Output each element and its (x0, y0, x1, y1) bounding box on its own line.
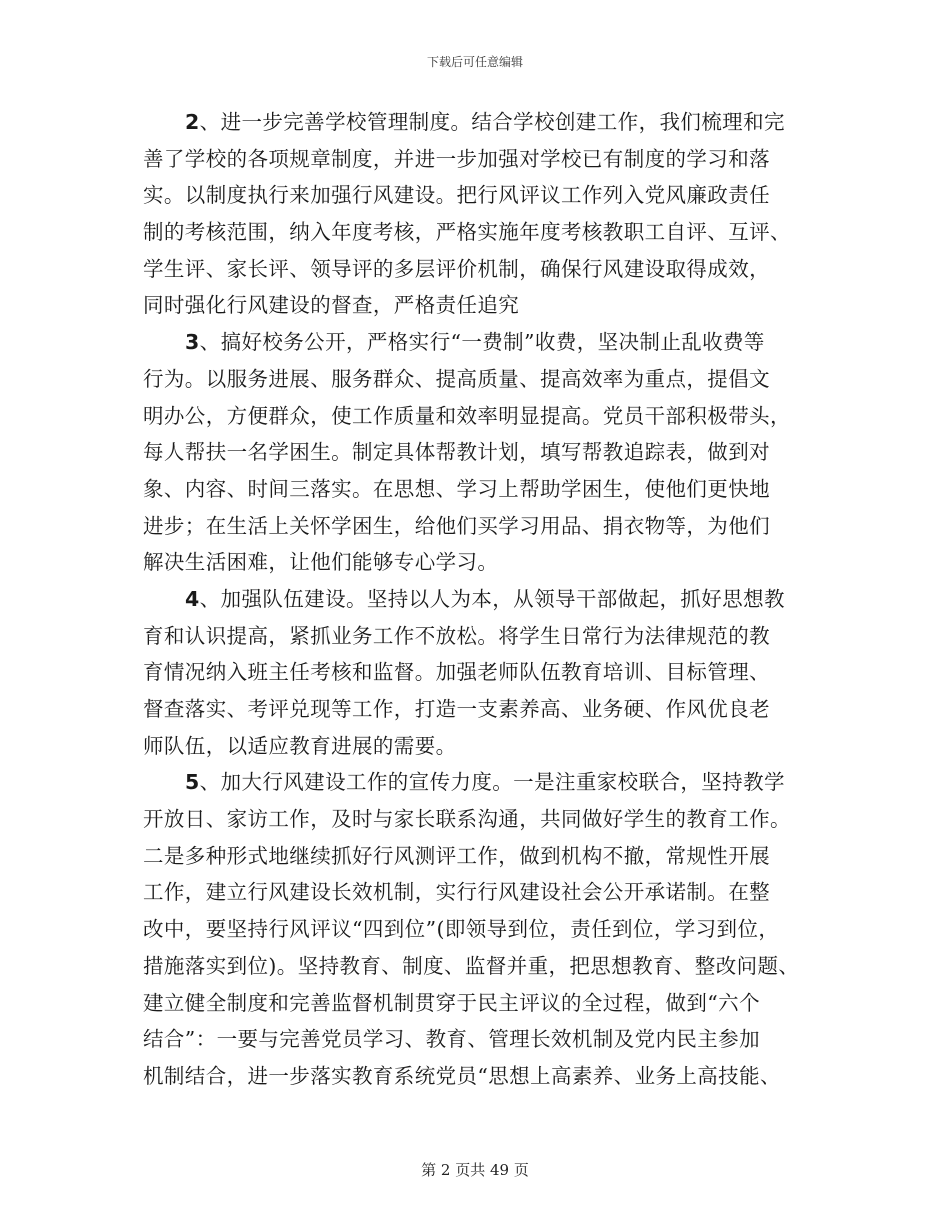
paragraph-line: 改中，要坚持行风评议“四到位”(即领导到位，责任到位，学习到位， (143, 917, 780, 942)
paragraph-line: 善了学校的各项规章制度，并进一步加强对学校已有制度的学习和落 (143, 146, 770, 171)
paragraph-line: 二是多种形式地继续抓好行风测评工作，做到机构不撤，常规性开展 (143, 843, 770, 868)
paragraph-line: 同时强化行风建设的督查，严格责任追究 (143, 293, 520, 318)
document-body (143, 104, 815, 1095)
paragraph-3-line-1: 3、搞好校务公开，严格实行“一费制”收费，坚决制止乱收费等 (185, 330, 765, 355)
paragraph-line: 象、内容、时间三落实。在思想、学习上帮助学困生，使他们更快地 (143, 476, 770, 501)
paragraph-line: 育和认识提高，紧抓业务工作不放松。将学生日常行为法律规范的教 (143, 623, 770, 648)
paragraph-line: 每人帮扶一名学困生。制定具体帮教计划，填写帮教追踪表，做到对 (143, 440, 770, 465)
page-footer: 第 2 页共 49 页 (421, 1161, 529, 1179)
paragraph-number: 4 (185, 586, 200, 611)
paragraph-line: 育情况纳入班主任考核和监督。加强老师队伍教育培训、目标管理、 (143, 660, 770, 685)
page-header: 下载后可任意编辑 (426, 55, 523, 69)
paragraph-line: 解决生活困难，让他们能够专心学习。 (143, 550, 499, 575)
paragraph-4-line-1: 4、加强队伍建设。坚持以人为本，从领导干部做起，抓好思想教 (185, 586, 785, 611)
paragraph-number: 3 (185, 330, 200, 355)
paragraph-line: 师队伍，以适应教育进展的需要。 (143, 733, 457, 758)
paragraph-line: 行为。以服务进展、服务群众、提高质量、提高效率为重点，提倡文 (143, 366, 770, 391)
paragraph-line: 督查落实、考评兑现等工作，打造一支素养高、业务硬、作风优良老 (143, 697, 770, 721)
paragraph-number: 2 (185, 110, 200, 134)
paragraph-line: 开放日、家访工作，及时与家长联系沟通，共同做好学生的教育工作。 (143, 807, 791, 832)
paragraph-line: 措施落实到位)。坚持教育、制度、监督并重，把思想教育、整改问题、 (143, 953, 800, 978)
paragraph-line: 制的考核范围，纳入年度考核，严格实施年度考核教职工自评、互评、 (143, 220, 791, 245)
paragraph-line: 学生评、家长评、领导评的多层评价机制，确保行风建设取得成效， (143, 256, 770, 281)
paragraph-line: 结合”：一要与完善党员学习、教育、管理长效机制及党内民主参加 (143, 1027, 760, 1052)
paragraph-line: 明办公，方便群众，使工作质量和效率明显提高。党员干部积极带头， (143, 403, 791, 428)
paragraph-line: 进步；在生活上关怀学困生，给他们买学习用品、捐衣物等，为他们 (143, 513, 770, 538)
paragraph-number: 5 (185, 770, 200, 795)
paragraph-5-line-1: 5、加大行风建设工作的宣传力度。一是注重家校联合，坚持教学 (185, 770, 785, 795)
paragraph-line: 机制结合，进一步落实教育系统党员“思想上高素养、业务上高技能、 (143, 1063, 781, 1088)
paragraph-line: 工作，建立行风建设长效机制，实行行风建设社会公开承诺制。在整 (143, 880, 770, 905)
paragraph-2-line-1: 2、进一步完善学校管理制度。结合学校创建工作，我们梳理和完 (185, 110, 785, 134)
paragraph-line: 实。以制度执行来加强行风建设。把行风评议工作列入党风廉政责任 (143, 183, 770, 208)
paragraph-line: 建立健全制度和完善监督机制贯穿于民主评议的全过程，做到“六个 (143, 990, 760, 1015)
